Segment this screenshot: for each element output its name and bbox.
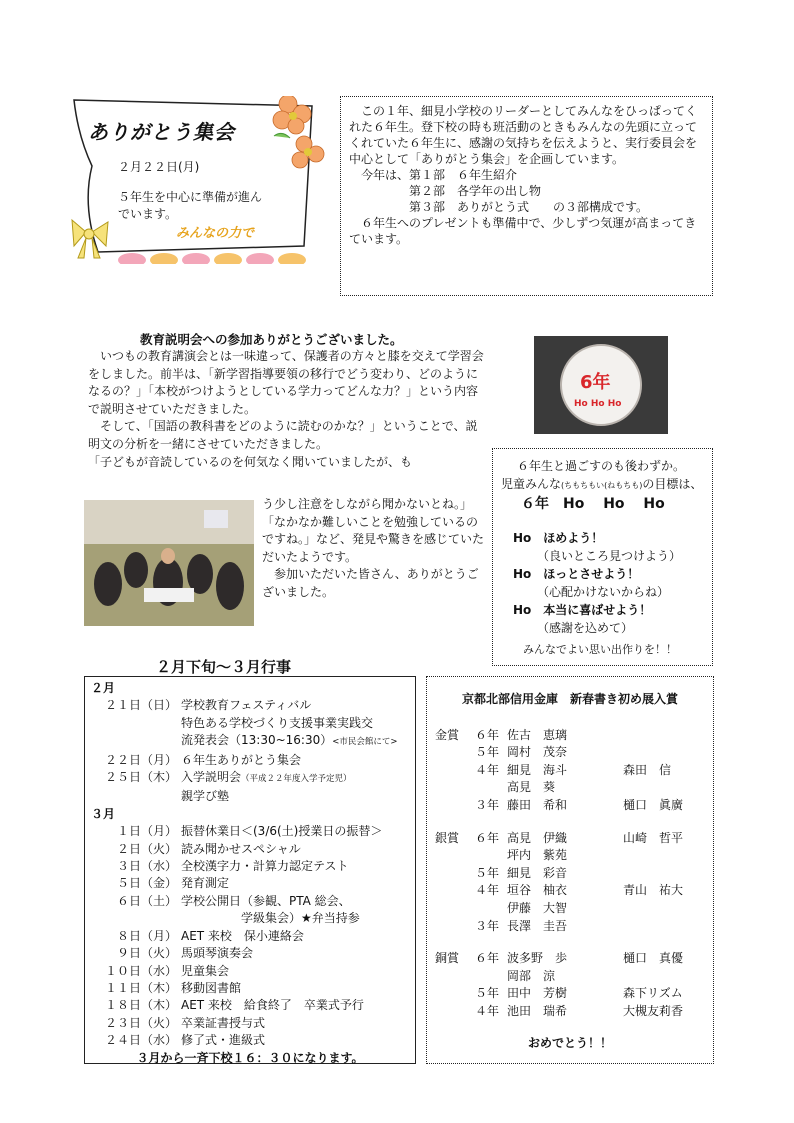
schedule-event-text: 読み聞かせスペシャル — [181, 841, 301, 856]
schedule-date: ２２日（月） — [104, 752, 177, 767]
schedule-event-text: AET 来校 給食終了 卒業式予行 — [181, 998, 364, 1013]
award-name: 森下リズム — [623, 986, 683, 1001]
award-grade: ４年 — [475, 883, 500, 898]
banner-tagline: みんなの力で — [176, 226, 255, 241]
schedule-event-text: 修了式・進級式 — [181, 1033, 266, 1048]
schedule-date: ２日（火） — [116, 841, 177, 856]
goal-item: Ho 本当に喜ばせよう！ — [513, 603, 652, 617]
schedule-row — [91, 875, 409, 892]
schedule-row — [91, 945, 409, 962]
award-name: 田中 芳樹 — [507, 986, 568, 1001]
schedule-date: １０日（水） — [104, 963, 177, 978]
flower-row-icon — [118, 253, 306, 264]
schedule-month-label: ３月 — [91, 806, 116, 821]
schedule-event-text: 入学説明会 — [181, 770, 242, 785]
schedule-date: ２４日（水） — [104, 1033, 177, 1048]
awards-gap — [435, 935, 705, 950]
award-name: 岡部 涼 — [507, 968, 556, 983]
schedule-event-text: 流発表会（13:30~16:30） — [181, 733, 333, 748]
schedule-event — [177, 715, 373, 732]
schedule-event — [177, 928, 304, 945]
schedule-event-text: 発育測定 — [181, 876, 230, 891]
schedule-row — [91, 858, 409, 875]
badge-icon — [534, 336, 668, 434]
award-name: 佐古 恵璃 — [507, 727, 568, 742]
awards-gap — [435, 815, 705, 830]
award-row — [435, 744, 705, 762]
schedule-row — [91, 697, 409, 714]
award-name: 山崎 哲平 — [623, 830, 684, 845]
education-text-wrapped — [262, 496, 486, 602]
schedule-event — [177, 997, 364, 1014]
schedule-title: ２月下旬～３月行事 — [156, 658, 292, 676]
award-row — [435, 762, 705, 780]
award-grade: ６年 — [475, 951, 500, 966]
intro-box — [340, 96, 713, 296]
award-row — [435, 985, 705, 1003]
intro-paragraph: 第２部 各学年の出し物 — [349, 184, 542, 198]
award-name: 垣谷 柚衣 — [507, 883, 568, 898]
schedule-event — [177, 910, 360, 927]
award-grade: ５年 — [475, 986, 500, 1001]
schedule-event-text: AET 来校 保小連絡会 — [181, 928, 304, 943]
schedule-event-text: 学級集会）★弁当持参 — [181, 911, 360, 926]
award-grade: ５年 — [475, 865, 500, 880]
award-prize: 銀賞 — [435, 830, 460, 845]
award-name: 森田 信 — [623, 762, 672, 777]
badge-photo — [534, 336, 668, 434]
schedule-row — [91, 732, 409, 751]
award-prize — [435, 797, 475, 815]
award-name: 池田 瑞希 — [507, 1003, 568, 1018]
schedule-date — [91, 732, 177, 751]
schedule-row — [91, 893, 409, 910]
schedule-event-text: 全校漢字力・計算力認定テスト — [181, 859, 349, 874]
schedule-row — [91, 928, 409, 945]
award-grade: ６年 — [475, 727, 500, 742]
schedule-mar-list — [91, 823, 409, 1049]
education-paragraph: 参加いただいた皆さん、ありがとうございました。 — [262, 567, 479, 599]
award-prize — [435, 918, 475, 936]
goal-box — [492, 448, 713, 666]
award-row — [435, 950, 705, 968]
goal-item: Ho ほめよう！ — [513, 531, 604, 545]
goal-item-note: （良いところ見つけよう） — [537, 549, 682, 563]
schedule-event-text: 卒業証書授与式 — [181, 1015, 266, 1030]
schedule-date: ２５日（木） — [104, 770, 177, 785]
award-row — [435, 882, 705, 900]
award-grade: ４年 — [475, 762, 500, 777]
award-name: 坪内 紫苑 — [507, 848, 568, 863]
award-name: 大槻友莉香 — [623, 1003, 684, 1018]
award-name: 藤田 希和 — [507, 797, 568, 812]
schedule-event-text: 特色ある学校づくり支援事業実践交 — [181, 715, 374, 730]
schedule-event-text: 馬頭琴演奏会 — [181, 946, 254, 961]
award-row — [435, 830, 705, 848]
schedule-event — [177, 769, 352, 788]
schedule-date: ３日（水） — [116, 859, 177, 874]
schedule-row — [91, 1015, 409, 1032]
award-name: 高見 伊織 — [507, 830, 568, 845]
award-name: 青山 祐大 — [623, 883, 684, 898]
schedule-event — [177, 858, 349, 875]
schedule-date: ２３日（火） — [104, 1015, 177, 1030]
award-name: 高見 葵 — [507, 780, 556, 795]
schedule-row — [91, 910, 409, 927]
award-prize — [435, 779, 475, 797]
schedule-event-text: 学校教育フェスティバル — [181, 698, 312, 713]
award-grade — [475, 900, 507, 918]
award-name: 長澤 圭吾 — [507, 918, 568, 933]
award-row — [435, 797, 705, 815]
goal-item-note: （感謝を込めて） — [537, 621, 634, 635]
schedule-date: ５日（金） — [116, 876, 177, 891]
education-paragraph: 「子どもが音読しているのを何気なく聞いていましたが、も — [88, 454, 413, 469]
schedule-event — [177, 823, 382, 840]
goal-ruby: (ちもちもい(ねもちも) — [561, 481, 643, 490]
schedule-row — [91, 823, 409, 840]
banner-text-line: ５年生を中心に準備が進ん — [118, 190, 263, 204]
award-prize: 銅賞 — [435, 951, 460, 966]
schedule-row — [91, 963, 409, 980]
education-text — [88, 348, 484, 471]
schedule-row — [91, 769, 409, 788]
award-prize — [435, 882, 475, 900]
award-grade: ３年 — [475, 918, 500, 933]
schedule-event — [177, 945, 253, 962]
goal-headline: ６年 Ho Ho Ho — [521, 496, 665, 512]
goal-line: ６年生と過ごすのも後わずか。 — [517, 459, 686, 473]
banner-title: ありがとう集会 — [88, 120, 235, 144]
award-grade: ４年 — [475, 1003, 500, 1018]
award-row — [435, 900, 705, 918]
badge-ho-text: Ho Ho Ho — [574, 399, 622, 409]
schedule-event-text: 学校公開日（参観、PTA 総会、 — [181, 893, 351, 908]
schedule-date — [91, 910, 177, 927]
schedule-event-text: ６年生ありがとう集会 — [181, 752, 302, 767]
intro-paragraph: 今年は、第１部 ６年生紹介 — [349, 168, 518, 182]
award-grade: ６年 — [475, 830, 500, 845]
award-row — [435, 779, 705, 797]
schedule-date — [91, 715, 177, 732]
schedule-row — [91, 1032, 409, 1049]
award-row — [435, 865, 705, 883]
schedule-event — [177, 1032, 265, 1049]
schedule-event — [177, 841, 301, 858]
title-banner — [68, 96, 330, 264]
schedule-date: ２１日（日） — [104, 698, 177, 713]
award-prize — [435, 968, 475, 986]
intro-paragraph: この１年、細見小学校のリーダーとしてみんなをひっぱってくれた６年生。登下校の時も班活動のときもみんなの先頭に立ってくれていた６年生に、感謝の気持ちを伝えようと、実行委員会を中心として「ありがとう集会」を企画しています。 — [349, 104, 698, 166]
schedule-date: ９日（火） — [116, 946, 177, 961]
award-grade — [475, 847, 507, 865]
award-prize — [435, 985, 475, 1003]
schedule-footer: ３月から一斉下校１６：３０になります。 — [136, 1050, 364, 1065]
schedule-date — [91, 788, 177, 805]
education-paragraph: う少し注意をしながら聞かないとね。」「なかなか難しいことを勉強しているのですね。」など、発見や驚きを感じていただいたようです。 — [262, 497, 485, 564]
award-name: 樋口 真優 — [623, 951, 684, 966]
schedule-event-text: 移動図書館 — [181, 980, 242, 995]
award-grade — [475, 968, 507, 986]
award-name: 岡村 茂奈 — [507, 745, 568, 760]
schedule-date: ８日（月） — [116, 928, 177, 943]
education-paragraph: いつもの教育講演会とは一味違って、保護者の方々と膝を交えて学習会をしました。前半は、「新学習指導要領の移行でどう変わり、どのようになるの？」「本校がつけようとしている学力ってどんな力？」という内容で説明させていただきました。 — [88, 349, 484, 416]
award-prize — [435, 1003, 475, 1021]
award-row — [435, 918, 705, 936]
awards-list — [435, 727, 705, 1021]
awards-congrats: おめでとう！！ — [527, 1035, 612, 1050]
awards-box — [426, 676, 714, 1064]
award-grade — [475, 779, 507, 797]
schedule-date: １８日（木） — [104, 998, 177, 1013]
award-row — [435, 1003, 705, 1021]
goal-closing: みんなでよい思い出作りを！！ — [523, 643, 677, 656]
schedule-event — [177, 980, 241, 997]
award-grade: ３年 — [475, 797, 500, 812]
schedule-event — [177, 697, 311, 714]
schedule-event — [177, 788, 229, 805]
meeting-photo-image — [84, 500, 254, 626]
schedule-month-label: ２月 — [91, 681, 116, 695]
award-name: 波多野 歩 — [507, 951, 568, 966]
education-title: 教育説明会への参加ありがとうございました。 — [140, 332, 403, 347]
schedule-event-text: 振替休業日＜(3/6(土)授業日の振替＞ — [181, 824, 383, 839]
schedule-event — [177, 752, 301, 769]
schedule-row — [91, 715, 409, 732]
schedule-event — [177, 732, 397, 751]
award-prize — [435, 900, 475, 918]
award-prize — [435, 762, 475, 780]
banner-text-line: でいます。 — [118, 207, 178, 221]
schedule-row — [91, 788, 409, 805]
badge-big-text: 6年 — [580, 372, 611, 393]
schedule-event — [177, 893, 351, 910]
schedule-box — [84, 676, 416, 1064]
schedule-date: ６日（土） — [116, 893, 177, 908]
goal-item: Ho ほっとさせよう！ — [513, 567, 640, 581]
schedule-row — [91, 980, 409, 997]
award-prize: 金賞 — [435, 727, 460, 742]
goal-line: 児童みんな — [501, 477, 562, 491]
award-prize — [435, 744, 475, 762]
award-row — [435, 727, 705, 745]
schedule-event-note: （平成２２年度入学予定児） — [241, 774, 352, 785]
award-name: 樋口 眞廣 — [623, 797, 684, 812]
schedule-row — [91, 997, 409, 1014]
award-row — [435, 968, 705, 986]
schedule-event-text: 親学び塾 — [181, 789, 230, 804]
award-name: 細見 彩音 — [507, 865, 568, 880]
awards-heading: 京都北部信用金庫 新春書き初め展入賞 — [461, 692, 678, 706]
intro-paragraph: ６年生へのプレゼントも準備中で、少しずつ気運が高まってきています。 — [349, 216, 697, 246]
meeting-photo — [84, 500, 254, 626]
intro-paragraph: 第３部 ありがとう式 の３部構成です。 — [349, 200, 649, 214]
schedule-event-note: <市民会館にて> — [332, 737, 398, 748]
schedule-event-text: 児童集会 — [181, 963, 230, 978]
goal-item-note: （心配かけないからね） — [537, 585, 670, 599]
schedule-row — [91, 752, 409, 769]
schedule-feb-list — [91, 697, 409, 805]
schedule-row — [91, 841, 409, 858]
schedule-date: １日（月） — [116, 824, 177, 839]
schedule-date: １１日（木） — [104, 980, 177, 995]
award-grade: ５年 — [475, 745, 500, 760]
schedule-event — [177, 963, 229, 980]
award-prize — [435, 865, 475, 883]
award-prize — [435, 847, 475, 865]
schedule-event — [177, 1015, 265, 1032]
award-name: 細見 海斗 — [507, 762, 568, 777]
schedule-event — [177, 875, 229, 892]
goal-line: の目標は、 — [642, 477, 703, 491]
award-name: 伊藤 大智 — [507, 900, 568, 915]
award-row — [435, 847, 705, 865]
event-date: ２月２２日(月) — [118, 160, 200, 174]
education-paragraph: そして、「国語の教科書をどのように読むのかな？」ということで、説明文の分析を一緒にさせていただきました。 — [88, 419, 478, 451]
